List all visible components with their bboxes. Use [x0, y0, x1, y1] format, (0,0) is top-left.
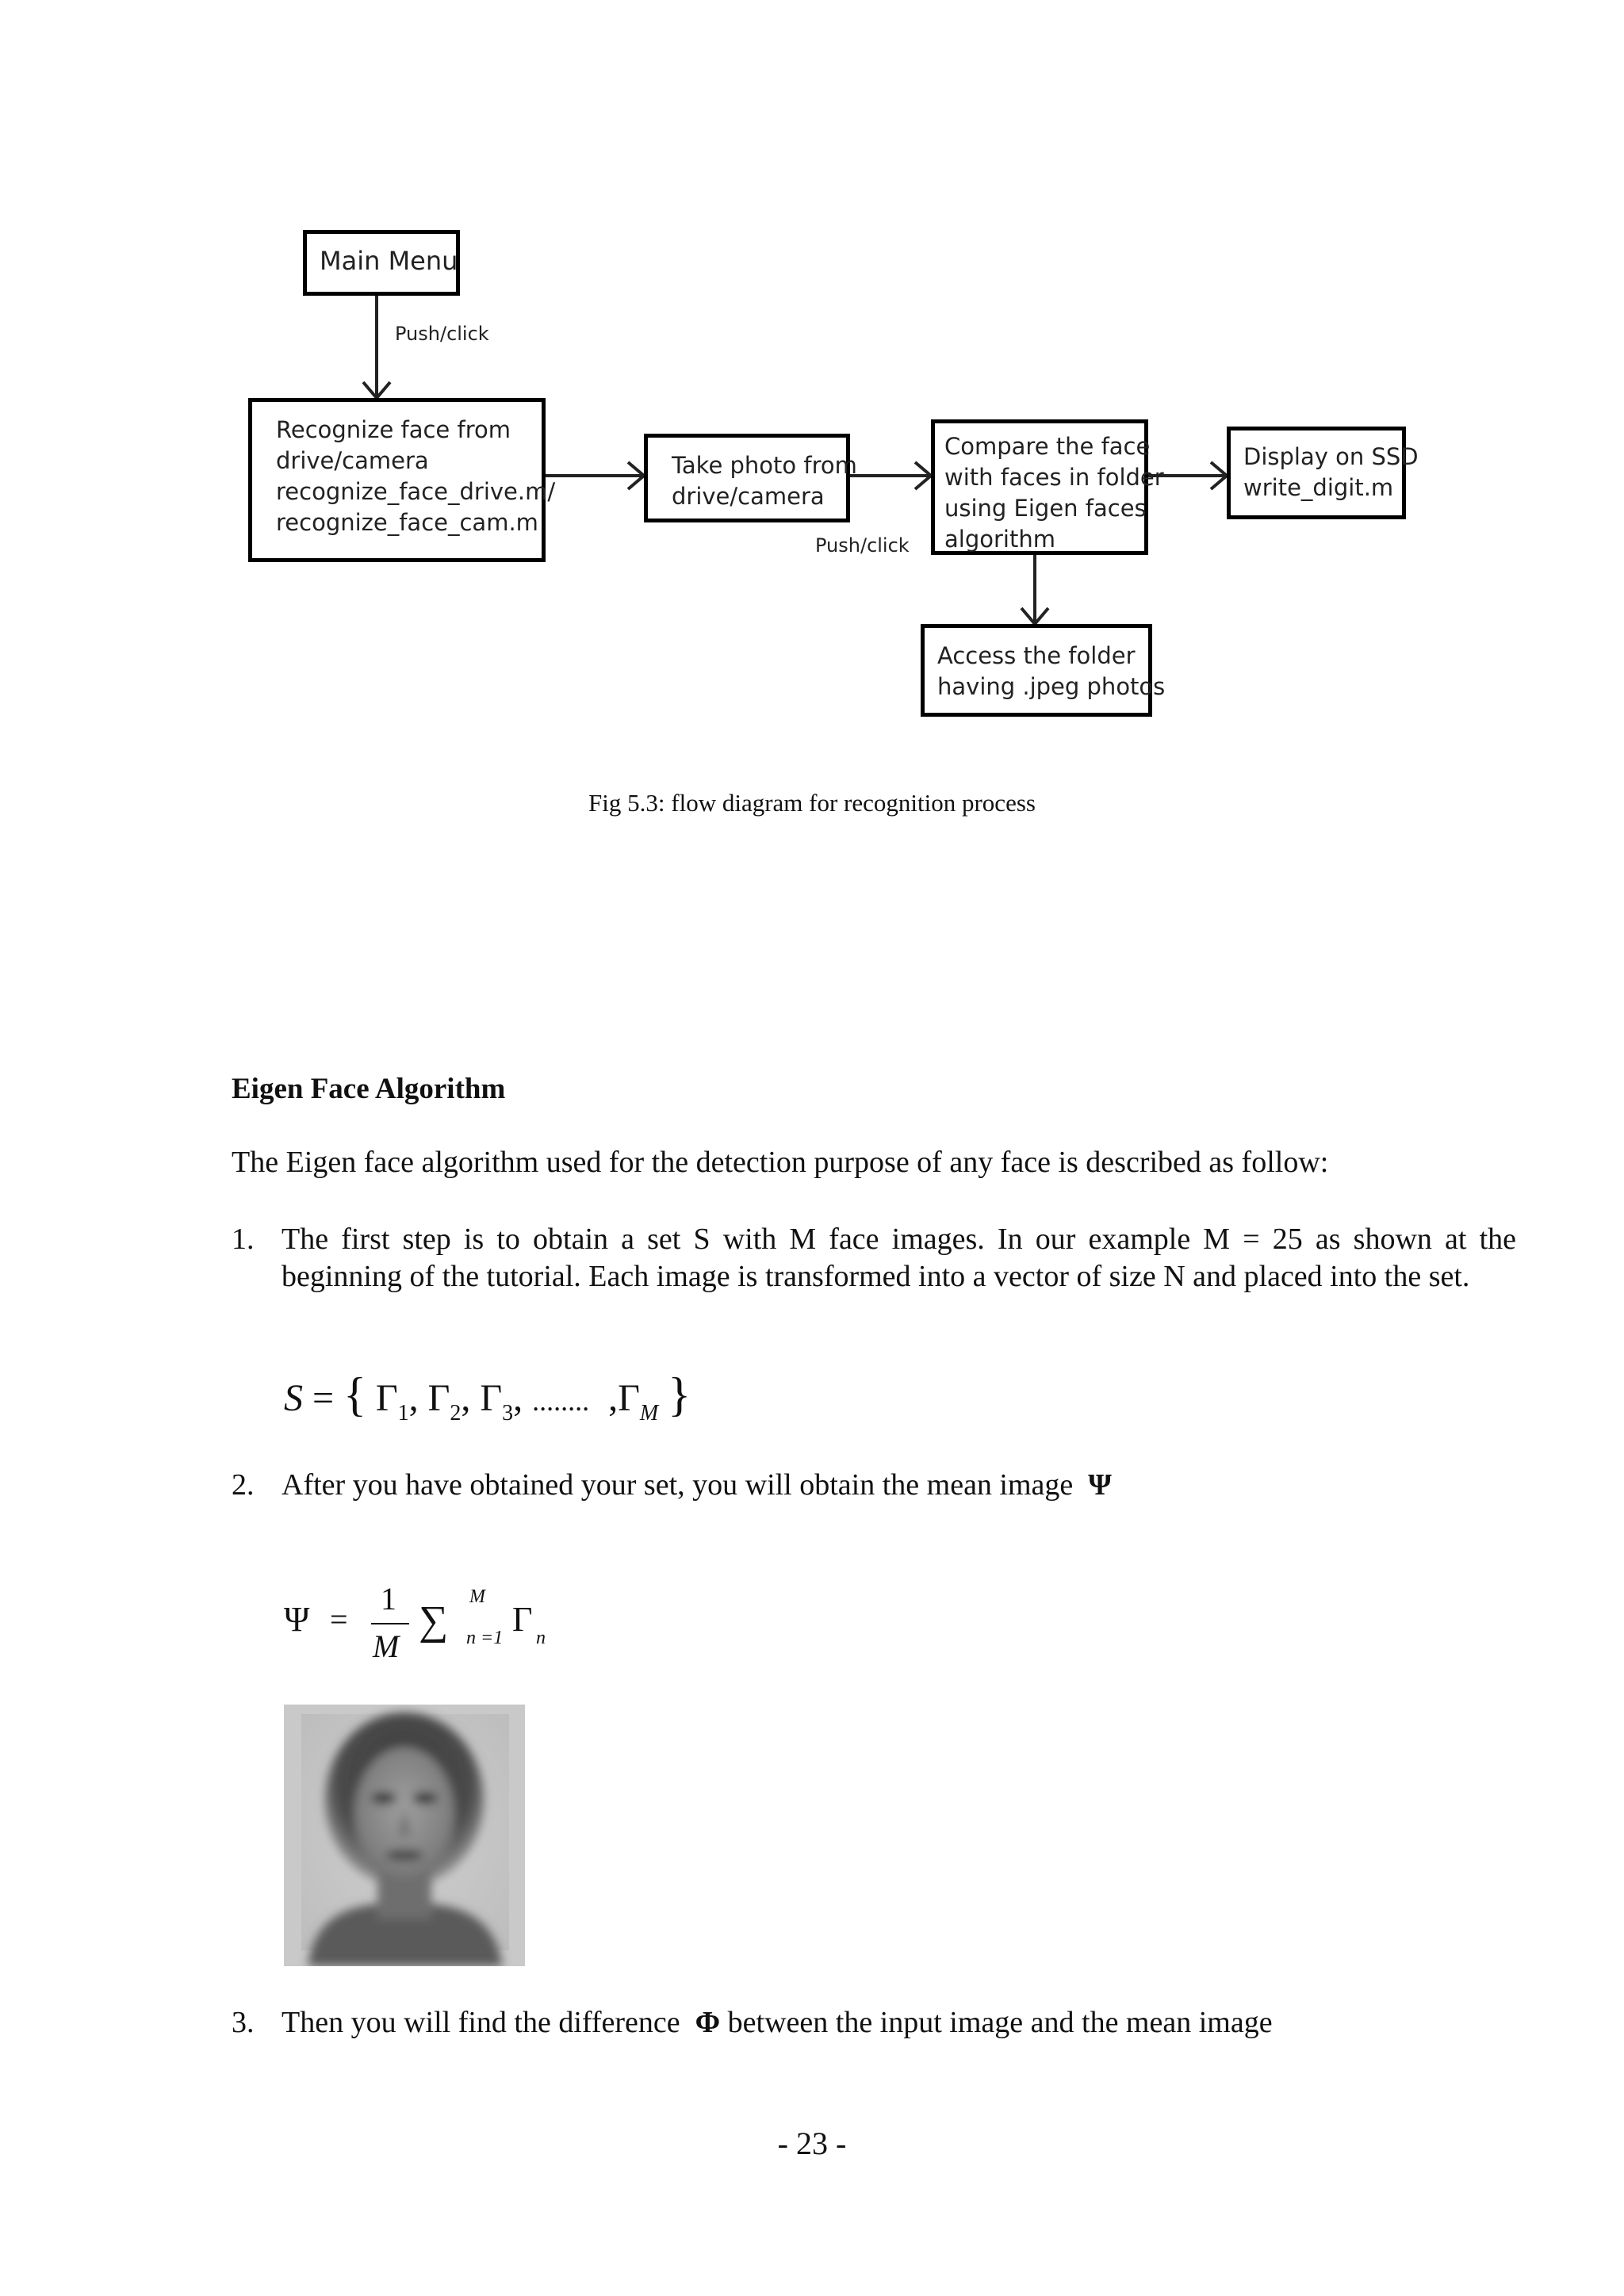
formula-s-gamma-m: Γ: [618, 1377, 640, 1419]
formula-mean-sub: n: [536, 1628, 546, 1648]
push-click-label-2: Push/click: [815, 534, 910, 557]
main-menu-label: Main Menu: [320, 246, 458, 276]
push-click-label-1: Push/click: [395, 323, 489, 345]
formula-s-symbol: S: [284, 1377, 303, 1419]
compare-line-1: Compare the face: [944, 433, 1151, 460]
step-2-text-main: After you have obtained your set, you will obtain the mean image: [282, 1468, 1074, 1502]
formula-s-open-brace: {: [343, 1368, 366, 1421]
flow-diagram: [0, 0, 1624, 761]
take-photo-line-1: Take photo from: [672, 452, 857, 479]
formula-s-eq: =: [312, 1377, 335, 1419]
formula-mean-psi: Ψ: [284, 1600, 310, 1639]
step-1-number: 1.: [232, 1223, 255, 1256]
formula-mean-den: M: [373, 1628, 400, 1664]
formula-s-dots: ........: [532, 1385, 590, 1417]
formula-set-s: S = { $\Gamma_1$, $\Gamma_2$, $\Gamma_3$, ........ $,\Gamma_M$ }: [284, 1368, 691, 1425]
formula-mean-fraction-bar: [371, 1623, 409, 1624]
formula-s-gamma-1: Γ: [375, 1377, 398, 1419]
flow-arrows: [0, 0, 1624, 761]
display-box: [1227, 427, 1419, 519]
section-heading: Eigen Face Algorithm: [232, 1073, 506, 1105]
formula-mean-gamma: Γ: [512, 1600, 533, 1639]
formula-s-sub-1: 1: [397, 1401, 409, 1425]
face-right-eye: [412, 1793, 438, 1804]
face-mouth: [385, 1850, 423, 1861]
formula-s-sub-2: 2: [450, 1401, 462, 1425]
compare-box: [931, 419, 1164, 555]
formula-s-close-brace: }: [668, 1368, 691, 1421]
compare-line-4: algorithm: [944, 526, 1055, 553]
formula-s-gamma-3: Γ: [480, 1377, 503, 1419]
step-2-number: 2.: [232, 1468, 255, 1502]
take-photo-line-2: drive/camera: [672, 483, 825, 510]
step-3-number: 3.: [232, 2006, 255, 2039]
access-box: [921, 624, 1166, 717]
formula-s-sub-m: M: [639, 1401, 659, 1425]
step-3-symbol: Φ: [695, 2006, 721, 2039]
display-line-2: write_digit.m: [1243, 474, 1394, 501]
figure-caption: Fig 5.3: flow diagram for recognition process: [588, 789, 1036, 817]
formula-mean-num: 1: [381, 1581, 396, 1617]
formula-mean: [284, 1582, 680, 1677]
formula-s-gamma-2: Γ: [427, 1377, 450, 1419]
recognize-line-1: Recognize face from: [276, 416, 511, 443]
mean-face-image: [284, 1705, 525, 1966]
formula-mean-lower: n =1: [466, 1628, 504, 1648]
step-2: [232, 1467, 1516, 1504]
step-3-text-before: Then you will find the difference: [282, 2006, 680, 2039]
formula-mean-upper: M: [469, 1586, 485, 1607]
recognize-line-2: drive/camera: [276, 447, 429, 474]
step-3-text-after: between the input image and the mean image: [727, 2006, 1273, 2039]
access-line-2: having .jpeg photos: [937, 673, 1166, 700]
take-photo-box: [644, 434, 857, 522]
compare-line-2: with faces in folder: [944, 464, 1164, 491]
intro-paragraph: The Eigen face algorithm used for the detection purpose of any face is described as follow:: [232, 1146, 1329, 1179]
recognize-line-3: recognize_face_drive.m/: [276, 478, 556, 505]
recognize-box: [248, 398, 556, 562]
access-line-1: Access the folder: [937, 642, 1136, 669]
formula-s-sub-3: 3: [502, 1401, 514, 1425]
main-menu-box: [303, 230, 460, 296]
step-1: [232, 1221, 1516, 1295]
page-number: - 23 -: [777, 2126, 847, 2161]
step-2-text: [282, 1467, 1516, 1504]
step-3: [232, 2004, 1516, 2042]
compare-line-3: using Eigen faces: [944, 495, 1147, 522]
step-1-text: The first step is to obtain a set S with M face images. In our example M = 25 as shown at the beginning of the tutorial. Each image is transformed into a vector of size N and placed into the set.: [282, 1223, 1516, 1293]
face-left-eye: [371, 1793, 396, 1804]
formula-mean-sigma: ∑: [419, 1598, 449, 1644]
display-line-1: Display on SSD: [1243, 443, 1419, 470]
recognize-line-4: recognize_face_cam.m: [276, 509, 538, 536]
formula-mean-eq: =: [330, 1601, 348, 1637]
step-2-symbol: Ψ: [1088, 1468, 1112, 1502]
step-3-text: [282, 2004, 1516, 2042]
